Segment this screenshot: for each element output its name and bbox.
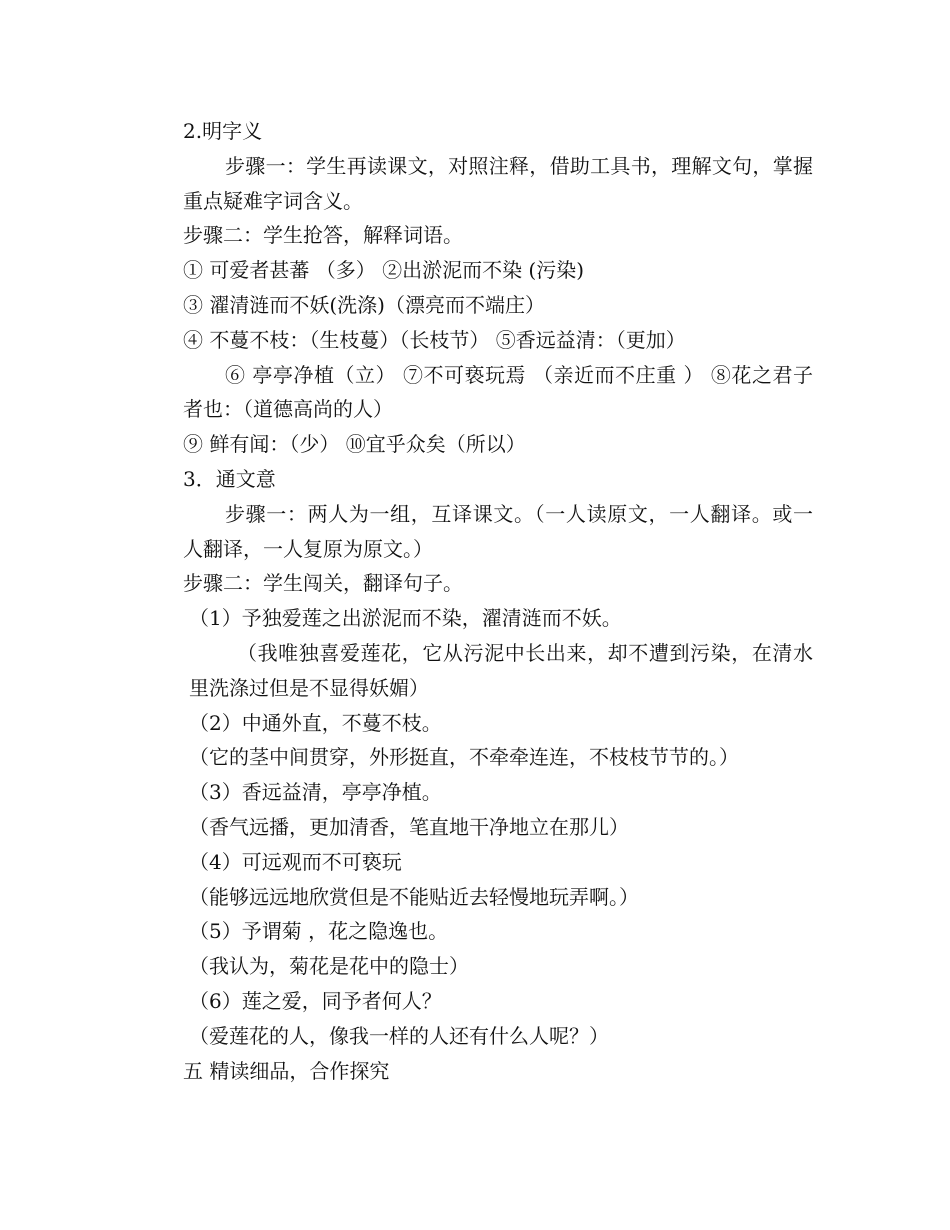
text-line: （3）香远益清，亭亭净植。: [189, 780, 442, 805]
text-line: （香气远播，更加清香，笔直地干净地立在那儿）: [189, 814, 629, 839]
text-line: ③ 濯清涟而不妖(洗涤)（漂亮而不端庄）: [183, 292, 545, 317]
text-line: 3．通文意: [183, 466, 276, 491]
text-line: 2.明字义: [183, 119, 263, 143]
text-line: （我唯独喜爱莲花，它从污泥中长出来，却不遭到污染，在清水里洗涤过但是不显得妖媚）: [189, 640, 813, 700]
text-line: ① 可爱者甚蕃 （多） ②出淤泥而不染 (污染): [183, 258, 585, 283]
text-line: （它的茎中间贯穿，外形挺直，不牵牵连连，不枝枝节节的。）: [189, 745, 739, 770]
text-line: （5）予谓菊 ，花之隐逸也。: [189, 919, 449, 944]
text-line: ⑨ 鲜有闻：（少） ⑩宜乎众矣（所以）: [183, 432, 526, 457]
document-body: [141, 114, 813, 1088]
text-line: ⑥ 亭亭净植（立） ⑦不可亵玩焉 （亲近而不庄重 ） ⑧花之君子者也：（道德高尚的人）: [183, 362, 813, 422]
section-heading: 五 精读细品，合作探究: [183, 1058, 390, 1083]
text-line: （我认为，菊花是花中的隐士）: [189, 954, 469, 979]
text-line: （能够远远地欣赏但是不能贴近去轻慢地玩弄啊。）: [189, 884, 639, 909]
text-line: 步骤一：学生再读课文，对照注释，借助工具书，理解文句，掌握重点疑难字词含义。: [183, 153, 813, 213]
text-line: 步骤二：学生闯关，翻译句子。: [183, 571, 463, 596]
text-line: （1）予独爱莲之出淤泥而不染，濯清涟而不妖。: [189, 606, 622, 631]
text-line: （2）中通外直，不蔓不枝。: [189, 710, 442, 735]
text-line: 步骤一：两人为一组，互译课文。（一人读原文，一人翻译。或一人翻译，一人复原为原文。）: [183, 501, 813, 561]
text-line: （6）莲之爱，同予者何人？: [189, 988, 442, 1013]
text-line: （爱莲花的人，像我一样的人还有什么人呢？）: [189, 1023, 609, 1048]
text-line: ④ 不蔓不枝：（生枝蔓）（长枝节） ⑤香远益清：（更加）: [183, 327, 686, 352]
text-line: 步骤二：学生抢答，解释词语。: [183, 223, 463, 248]
text-line: （4）可远观而不可亵玩: [189, 849, 402, 874]
